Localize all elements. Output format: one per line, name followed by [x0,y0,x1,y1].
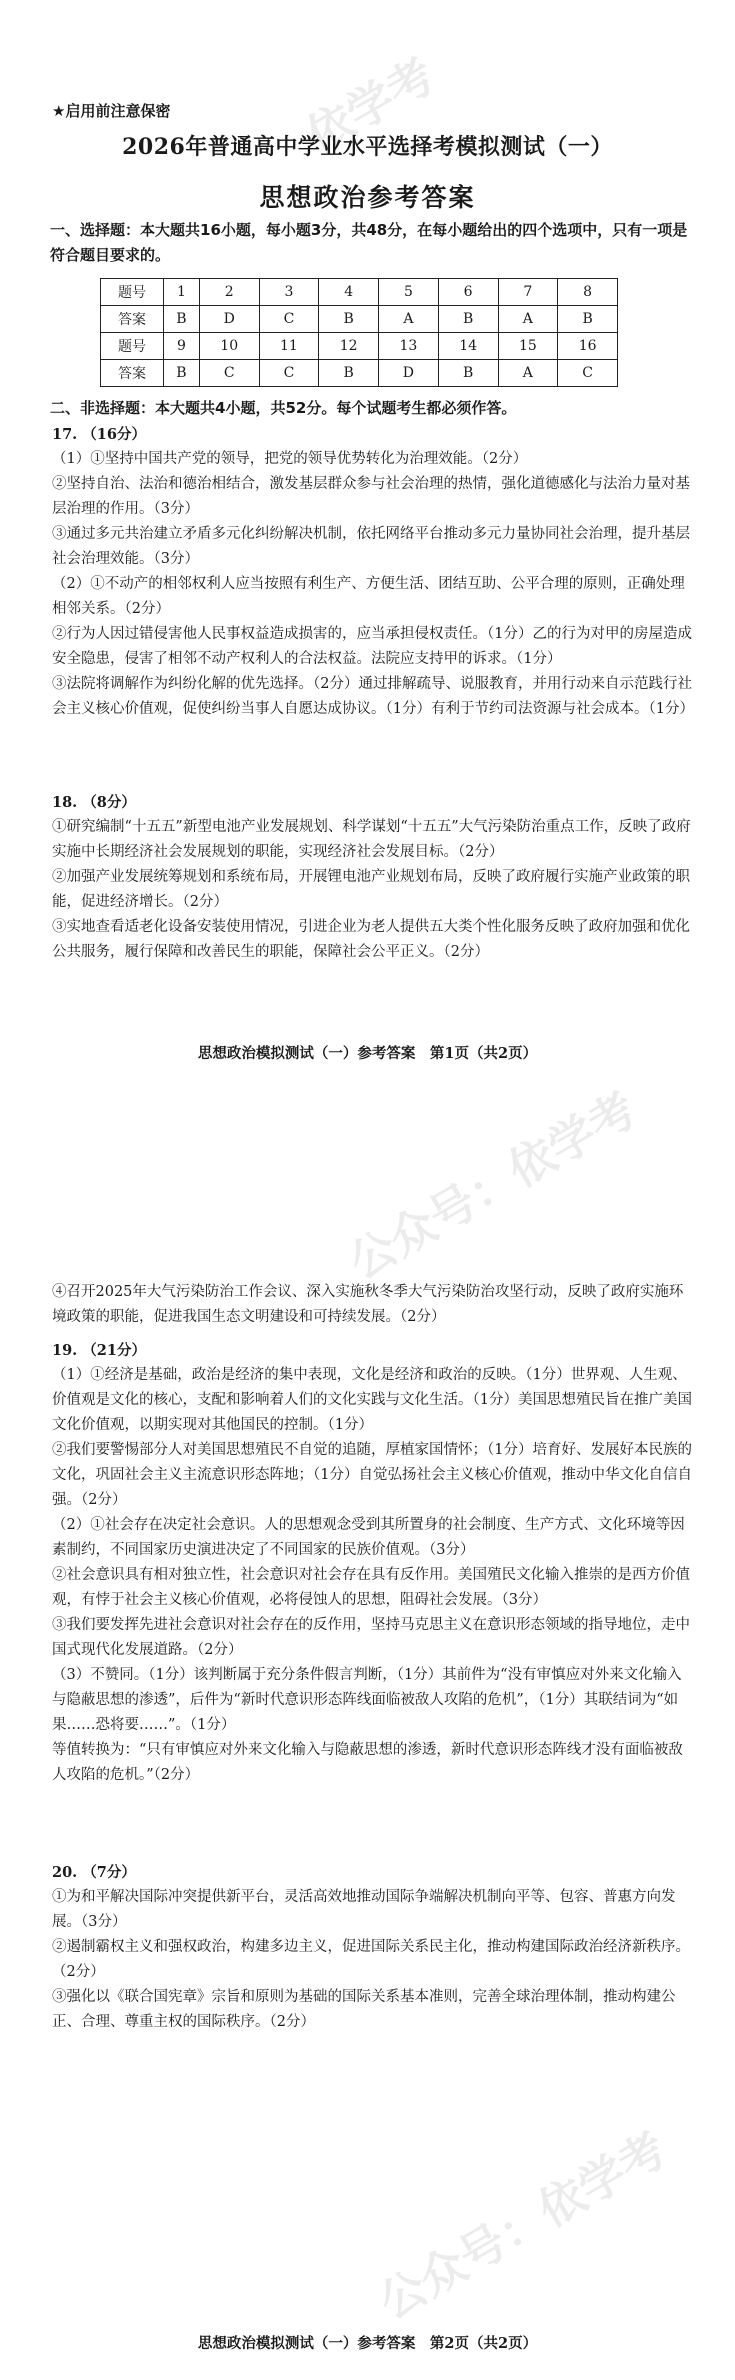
answer-paragraph: （3）不赞同。（1分）该判断属于充分条件假言判断，（1分）其前件为“没有审慎应对外来文化输入与隐蔽思想的渗透”，后件为“新时代意识形态阵线面临被敌人攻陷的危机”，（1分）其联结词为“如果……恐将要……”。（1分） [52,1667,682,1733]
answer-paragraph: ③我们要发挥先进社会意识对社会存在的反作用，坚持马克思主义在意识形态领域的指导地位，走中国式现代化发展道路。（2分） [52,1617,690,1658]
question-number: 19. （21分） [52,1342,146,1359]
table-cell: 6 [438,279,498,306]
table-cell: A [498,306,558,333]
answer-table [100,278,618,387]
table-cell: 16 [558,333,618,360]
answer-paragraph: ②遏制霸权主义和强权政治，构建多边主义，促进国际关系民主化，推动构建国际政治经济新秩序。（2分） [52,1939,690,1980]
table-cell: B [558,306,618,333]
table-row [101,333,618,360]
watermark: 公众号：依学考 [369,2121,676,2330]
answer-paragraph: ②行为人因过错侵害他人民事权益造成损害的，应当承担侵权责任。（1分）乙的行为对甲的房屋造成安全隐患，侵害了相邻不动产权利人的合法权益。法院应支持甲的诉求。（1分） [52,626,692,667]
table-cell: 2 [199,279,259,306]
answer-paragraph: ②社会意识具有相对独立性，社会意识对社会存在具有反作用。美国殖民文化输入推崇的是西方价值观，有悖于社会主义核心价值观，必将侵蚀人的思想，阻碍社会发展。（3分） [52,1567,690,1608]
answer-paragraph: ③通过多元共治建立矛盾多元化纠纷解决机制，依托网络平台推动多元力量协同社会治理，提升基层社会治理效能。（3分） [52,526,690,567]
section1-heading: 一、选择题：本大题共16小题，每小题3分，共48分，在每小题给出的四个选项中，只有一项是符合题目要求的。 [50,221,688,264]
table-cell: A [498,360,558,387]
table-cell: B [438,360,498,387]
confidential-notice: ★启用前注意保密 [52,102,171,120]
table-cell: 3 [259,279,319,306]
table-cell: 8 [558,279,618,306]
table-cell: 9 [164,333,200,360]
answer-key-title: 思想政治参考答案 [259,183,476,212]
question-number: 17. （16分） [52,426,146,443]
table-cell: 4 [319,279,379,306]
answer-paragraph: ①为和平解决国际冲突提供新平台，灵活高效地推动国际争端解决机制向平等、包容、普惠方向发展。（3分） [52,1889,676,1930]
table-cell: 15 [498,333,558,360]
question-17 [52,422,692,722]
watermark: 公众号：依学考 [339,1081,646,1290]
table-cell: 题号 [101,333,164,360]
table-cell: B [319,360,379,387]
table-cell: 14 [438,333,498,360]
question-number: 20. （7分） [52,1864,136,1881]
answer-paragraph: ②加强产业发展统筹规划和系统布局，开展锂电池产业规划布局，反映了政府履行实施产业政策的职能，促进经济增长。（2分） [52,869,690,910]
table-cell: 5 [379,279,439,306]
table-cell: 13 [379,333,439,360]
table-row [101,306,618,333]
answer-paragraph: ②我们要警惕部分人对美国思想殖民不自觉的追随，厚植家国情怀；（1分）培育好、发展好本民族的文化，巩固社会主义主流意识形态阵地；（1分）自觉弘扬社会主义核心价值观，推动中华文化自信自强。（2分） [52,1442,692,1508]
table-cell: C [259,306,319,333]
table-cell: C [199,360,259,387]
table-cell: B [319,306,379,333]
table-row [101,279,618,306]
table-cell: D [199,306,259,333]
answer-paragraph: ④召开2025年大气污染防治工作会议、深入实施秋冬季大气污染防治攻坚行动，反映了政府实施环境政策的职能，促进我国生态文明建设和可持续发展。（2分） [52,1284,684,1325]
table-cell: C [259,360,319,387]
answer-paragraph: ③法院将调解作为纠纷化解的优先选择。（2分）通过排解疏导、说服教育，并用行动来自示范践行社会主义核心价值观，促使纠纷当事人自愿达成协议。（1分）有利于节约司法资源与社会成本。（1分） [52,676,694,717]
question-19 [52,1338,692,1788]
table-cell: 10 [199,333,259,360]
table-cell: C [558,360,618,387]
table-cell: B [164,306,200,333]
answer-paragraph: ①研究编制“十五五”新型电池产业发展规划、科学谋划“十五五”大气污染防治重点工作，反映了政府实施中长期经济社会发展规划的职能，实现经济社会发展目标。（2分） [52,819,691,860]
answer-paragraph: 等值转换为：“只有审慎应对外来文化输入与隐蔽思想的渗透，新时代意识形态阵线才没有面临被敌人攻陷的危机。”（2分） [52,1742,683,1783]
table-cell: B [164,360,200,387]
question-18 [52,790,692,965]
page-2 [0,1190,735,2380]
table-cell: 答案 [101,306,164,333]
answer-paragraph: ③实地查看适老化设备安装使用情况，引进企业为老人提供五大类个性化服务反映了政府加强和优化公共服务，履行保障和改善民生的职能，保障社会公平正义。（2分） [52,919,690,960]
table-row [101,360,618,387]
answer-paragraph: （1）①坚持中国共产党的领导，把党的领导优势转化为治理效能。（2分） [52,451,528,467]
answer-paragraph: （2）①不动产的相邻权利人应当按照有利生产、方便生活、团结互助、公平合理的原则，正确处理相邻关系。（2分） [52,576,685,617]
table-cell: 7 [498,279,558,306]
answer-paragraph: ③强化以《联合国宪章》宗旨和原则为基础的国际关系基本准则，完善全球治理体制，推动构建公正、合理、尊重主权的国际秩序。（2分） [52,1989,676,2030]
question-20 [52,1860,692,2035]
table-cell: B [438,306,498,333]
answer-paragraph: ②坚持自治、法治和德治相结合，激发基层群众参与社会治理的热情，强化道德感化与法治力量对基层治理的作用。（3分） [52,476,690,517]
page-footer: 思想政治模拟测试（一）参考答案 第1页（共2页） [197,1045,538,1062]
table-cell: D [379,360,439,387]
table-cell: 12 [319,333,379,360]
table-cell: 1 [164,279,200,306]
watermark: 依学考 [297,47,444,164]
page-footer: 思想政治模拟测试（一）参考答案 第2页（共2页） [197,2335,538,2352]
answer-paragraph: （2）①社会存在决定社会意识。人的思想观念受到其所置身的社会制度、生产方式、文化环境等因素制约，不同国家历史演进决定了不同国家的民族价值观。（3分） [52,1517,685,1558]
section2-heading: 二、非选择题：本大题共4小题，共52分。每个试题考生都必须作答。 [50,399,517,417]
table-cell: 11 [259,333,319,360]
table-cell: 答案 [101,360,164,387]
table-cell: 题号 [101,279,164,306]
table-cell: A [379,306,439,333]
question-18-continued [52,1280,692,1330]
answer-paragraph: （1）①经济是基础，政治是经济的集中表现，文化是经济和政治的反映。（1分）世界观、人生观、价值观是文化的核心，支配和影响着人们的文化实践与文化生活。（1分）美国思想殖民旨在推广美国文化价值观，以期实现对其他国民的控制。（1分） [52,1367,692,1433]
question-number: 18. （8分） [52,794,136,811]
exam-title: 2026年普通高中学业水平选择考模拟测试（一） [122,134,613,160]
